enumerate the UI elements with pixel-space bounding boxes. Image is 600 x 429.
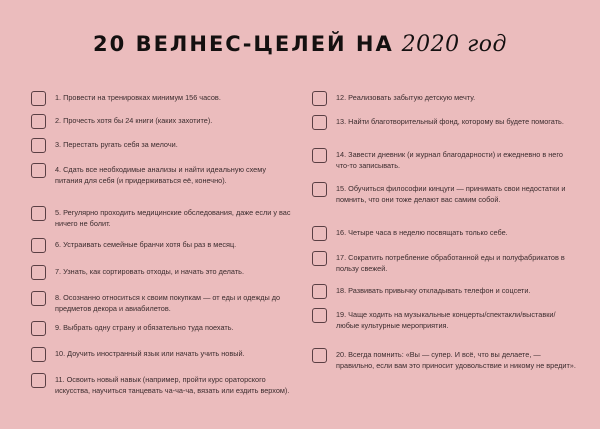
checkbox[interactable] <box>312 284 327 299</box>
checkbox[interactable] <box>31 265 46 280</box>
checkbox[interactable] <box>312 115 327 130</box>
checkbox[interactable] <box>31 238 46 253</box>
goal-label: 3. Перестать ругать себя за мелочи. <box>55 140 178 149</box>
checkbox[interactable] <box>31 91 46 106</box>
goal-label: 4. Сдать все необходимые анализы и найти идеальную схему питания для себя (и придерживаться её, конечно). <box>55 165 266 185</box>
page-title <box>0 30 600 57</box>
checkbox[interactable] <box>312 91 327 106</box>
checkbox[interactable] <box>31 206 46 221</box>
checkbox[interactable] <box>312 148 327 163</box>
goal-label: 18. Развивать привычку откладывать телефон и соцсети. <box>336 286 531 295</box>
goal-label: 19. Чаще ходить на музыкальные концерты/спектакли/выставки/любые культурные мероприятия. <box>336 310 556 330</box>
goal-label: 2. Прочесть хотя бы 24 книги (каких захотите). <box>55 116 213 125</box>
title-bold: 20 ВЕЛНЕС-ЦЕЛЕЙ НА <box>93 32 394 56</box>
goal-label: 20. Всегда помнить: «Вы — супер. И всё, что вы делаете, — правильно, если вам это приносит удовольствие и никому не вредит». <box>336 350 576 370</box>
goal-label: 12. Реализовать забытую детскую мечту. <box>336 93 476 102</box>
checkbox[interactable] <box>312 182 327 197</box>
goal-label: 17. Сократить потребление обработанной еды и полуфабрикатов в пользу свежей. <box>336 253 565 273</box>
checkbox[interactable] <box>312 251 327 266</box>
title-italic: 2020 год <box>401 32 507 57</box>
goal-label: 7. Узнать, как сортировать отходы, и начать это делать. <box>55 267 244 276</box>
checkbox[interactable] <box>31 138 46 153</box>
goal-label: 16. Четыре часа в неделю посвящать только себе. <box>336 228 508 237</box>
checkbox[interactable] <box>31 163 46 178</box>
goal-label: 6. Устраивать семейные бранчи хотя бы раз в месяц. <box>55 240 237 249</box>
goal-label: 8. Осознанно относиться к своим покупкам — от еды и одежды до предметов декора и авиабилетов. <box>55 293 281 313</box>
checkbox[interactable] <box>312 226 327 241</box>
goal-label: 5. Регулярно проходить медицинские обследования, даже если у вас ничего не болит. <box>55 208 291 228</box>
goal-label: 14. Завести дневник (и журнал благодарности) и ежедневно в него что-то записывать. <box>336 150 563 170</box>
checkbox[interactable] <box>31 347 46 362</box>
goal-label: 11. Освоить новый навык (например, пройти курс ораторского искусства, научиться танцевать ча-ча-ча, вязать или ездить верхом). <box>55 375 290 395</box>
checkbox[interactable] <box>31 114 46 129</box>
goal-label: 10. Доучить иностранный язык или начать учить новый. <box>55 349 245 358</box>
checkbox[interactable] <box>31 321 46 336</box>
checkbox[interactable] <box>312 308 327 323</box>
goal-label: 9. Выбрать одну страну и обязательно туда поехать. <box>55 323 234 332</box>
goal-label: 15. Обучиться философии кинцуги — принимать свои недостатки и помнить, что они тоже делают вас самим собой. <box>336 184 566 204</box>
checkbox[interactable] <box>312 348 327 363</box>
goal-label: 1. Провести на тренировках минимум 156 часов. <box>55 93 221 102</box>
goal-label: 13. Найти благотворительный фонд, которому вы будете помогать. <box>336 117 564 126</box>
checkbox[interactable] <box>31 373 46 388</box>
checkbox[interactable] <box>31 291 46 306</box>
